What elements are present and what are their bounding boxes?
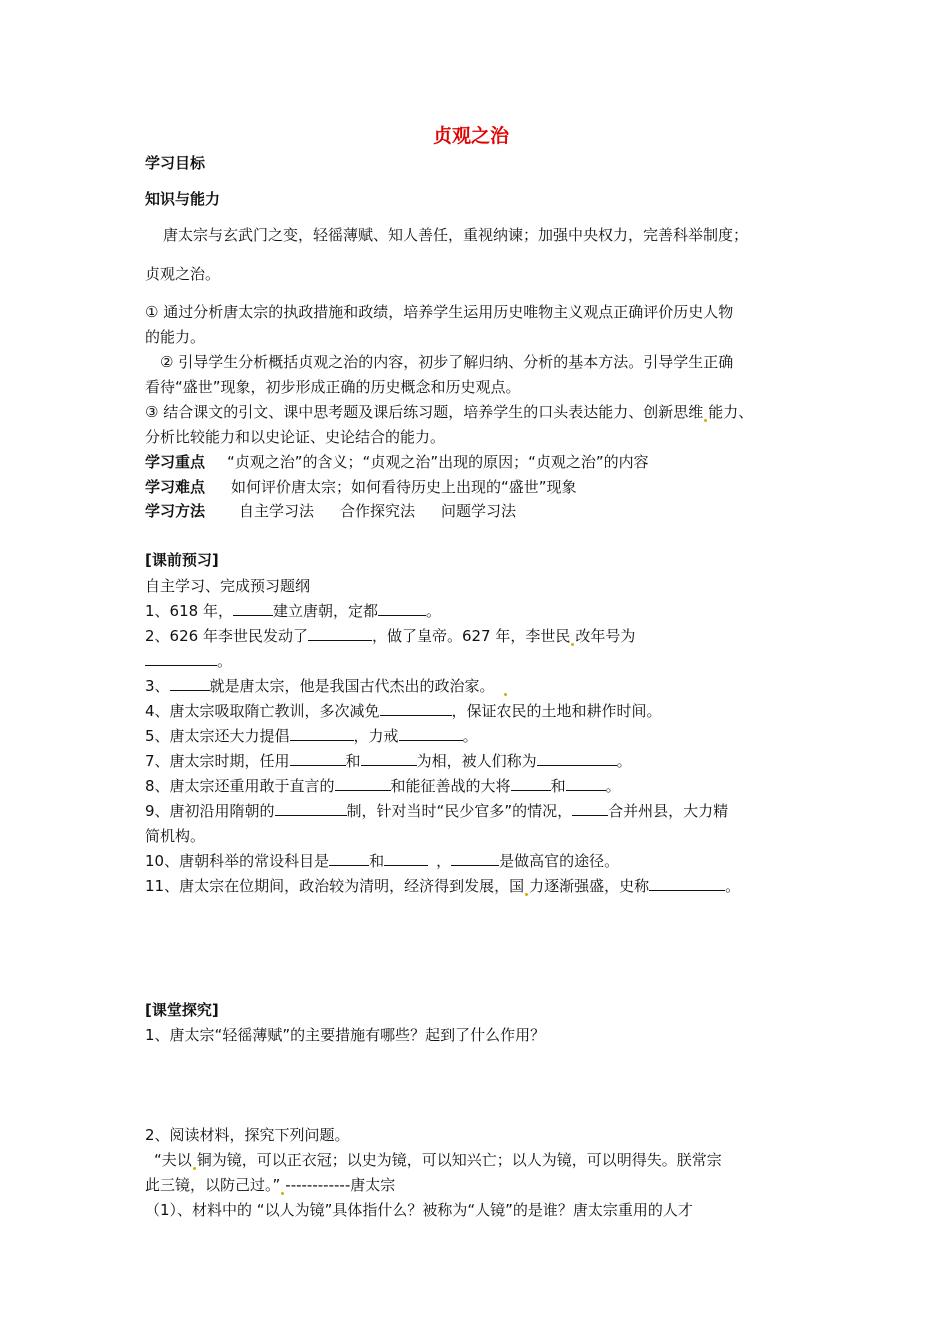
method-label: 学习方法 — [145, 502, 206, 520]
blank — [275, 801, 347, 816]
blank — [290, 726, 354, 741]
knowledge-heading: 知识与能力 — [145, 190, 221, 208]
preview-q5: 5、唐太宗还大力提倡 ，力戒 。 — [145, 727, 478, 745]
explore-q1: 1、唐太宗“轻徭薄赋”的主要措施有哪些？起到了什么作用？ — [145, 1026, 546, 1044]
preview-q11: 11、唐太宗在位期间，政治较为清明，经济得到发展，国 力逐渐强盛，史称 。 — [145, 877, 741, 895]
preview-q9-cont: 简机构。 — [145, 827, 206, 845]
blank — [378, 601, 426, 616]
page-title: 贞观之治 — [433, 125, 510, 147]
goals-heading: 学习目标 — [145, 154, 206, 172]
preview-q9: 9、唐初沿用隋朝的 制，针对当时“民少官多”的情况， 合并州县，大力精 — [145, 802, 729, 820]
blank — [335, 776, 391, 791]
ink-dot — [504, 693, 507, 696]
explore-sub-1: （1）、材料中的 “以人为镜”具体指什么？被称为“人镜”的是谁？唐太宗重用的人才 — [145, 1201, 693, 1219]
blank — [329, 851, 369, 866]
blank — [537, 751, 617, 766]
method-3: 问题学习法 — [441, 502, 517, 520]
knowledge-text-cont: 贞观之治。 — [145, 265, 221, 283]
method-2: 合作探究法 — [340, 502, 416, 520]
preview-q8: 8、唐太宗还重用敢于直言的 和能征善战的大将 和 。 — [145, 777, 621, 795]
difficulty-row — [145, 477, 577, 497]
blank — [649, 876, 725, 891]
knowledge-text: 唐太宗与玄武门之变，轻徭薄赋、知人善任，重视纳谏；加强中央权力，完善科举制度； — [163, 226, 749, 244]
goal-item-1-cont: 的能力。 — [145, 328, 206, 346]
ink-dot — [525, 893, 528, 896]
preview-q3: 3、 就是唐太宗，他是我国古代杰出的政治家。 — [145, 676, 508, 696]
difficulty-text: 如何评价唐太宗；如何看待历史上出现的“盛世”现象 — [231, 478, 577, 496]
ink-dot — [193, 1167, 196, 1170]
difficulty-label: 学习难点 — [145, 478, 206, 496]
blank — [572, 801, 608, 816]
explore-q2: 2、阅读材料，探究下列问题。 — [145, 1126, 350, 1144]
quote-line-1: “夫以 铜为镜，可以正衣冠；以史为镜，可以知兴亡；以人为镜，可以明得失。朕常宗 — [154, 1151, 722, 1169]
preview-q7: 7、唐太宗时期，任用 和 为相，被人们称为 。 — [145, 752, 632, 770]
focus-row — [145, 452, 649, 472]
blank — [399, 726, 463, 741]
preview-q1: 1、618 年， 建立唐朝，定都 。 — [145, 602, 441, 620]
ink-dot — [571, 643, 574, 646]
blank — [290, 751, 346, 766]
goal-item-2-cont: 看待“盛世”现象，初步形成正确的历史概念和历史观点。 — [145, 378, 521, 396]
blank — [361, 751, 417, 766]
blank — [170, 676, 210, 691]
blank — [233, 601, 273, 616]
goal-item-3 — [145, 402, 753, 422]
quote-line-2: 此三镜，以防己过。” ------------唐太宗 — [145, 1176, 396, 1194]
method-row — [145, 501, 516, 521]
blank — [451, 851, 499, 866]
focus-text: “贞观之治”的含义；“贞观之治”出现的原因；“贞观之治”的内容 — [227, 453, 649, 471]
preview-q2-cont: 。 — [145, 651, 232, 671]
ink-dot — [281, 1192, 284, 1195]
blank — [566, 776, 606, 791]
preview-q4: 4、唐太宗吸取隋亡教训，多次减免 ，保证农民的土地和耕作时间。 — [145, 702, 662, 720]
preview-heading: [课前预习] — [145, 551, 219, 569]
explore-heading: [课堂探究] — [145, 1001, 219, 1019]
focus-label: 学习重点 — [145, 453, 206, 471]
preview-q2: 2、626 年李世民发动了 ，做了皇帝。627 年，李世民 改年号为 — [145, 627, 636, 645]
blank — [384, 851, 428, 866]
preview-q10: 10、唐朝科举的常设科目是 和 ， 是做高官的途径。 — [145, 852, 620, 870]
method-1: 自主学习法 — [239, 502, 315, 520]
goal-item-1: ① 通过分析唐太宗的执政措施和政绩，培养学生运用历史唯物主义观点正确评价历史人物 — [145, 303, 734, 321]
goal-item-3-cont: 分析比较能力和以史论证、史论结合的能力。 — [145, 428, 446, 446]
goal-item-2: ② 引导学生分析概括贞观之治的内容，初步了解归纳、分析的基本方法。引导学生正确 — [160, 353, 734, 371]
preview-intro: 自主学习、完成预习题纲 — [145, 577, 311, 595]
blank — [145, 651, 217, 666]
blank — [308, 626, 372, 641]
blank — [511, 776, 551, 791]
goal-item-3-text-end: 能力、 — [708, 403, 754, 421]
goal-item-3-text: ③ 结合课文的引文、课中思考题及课后练习题，培养学生的口头表达能力、创新思维 — [145, 403, 704, 421]
blank — [380, 701, 452, 716]
ink-dot — [704, 419, 707, 422]
